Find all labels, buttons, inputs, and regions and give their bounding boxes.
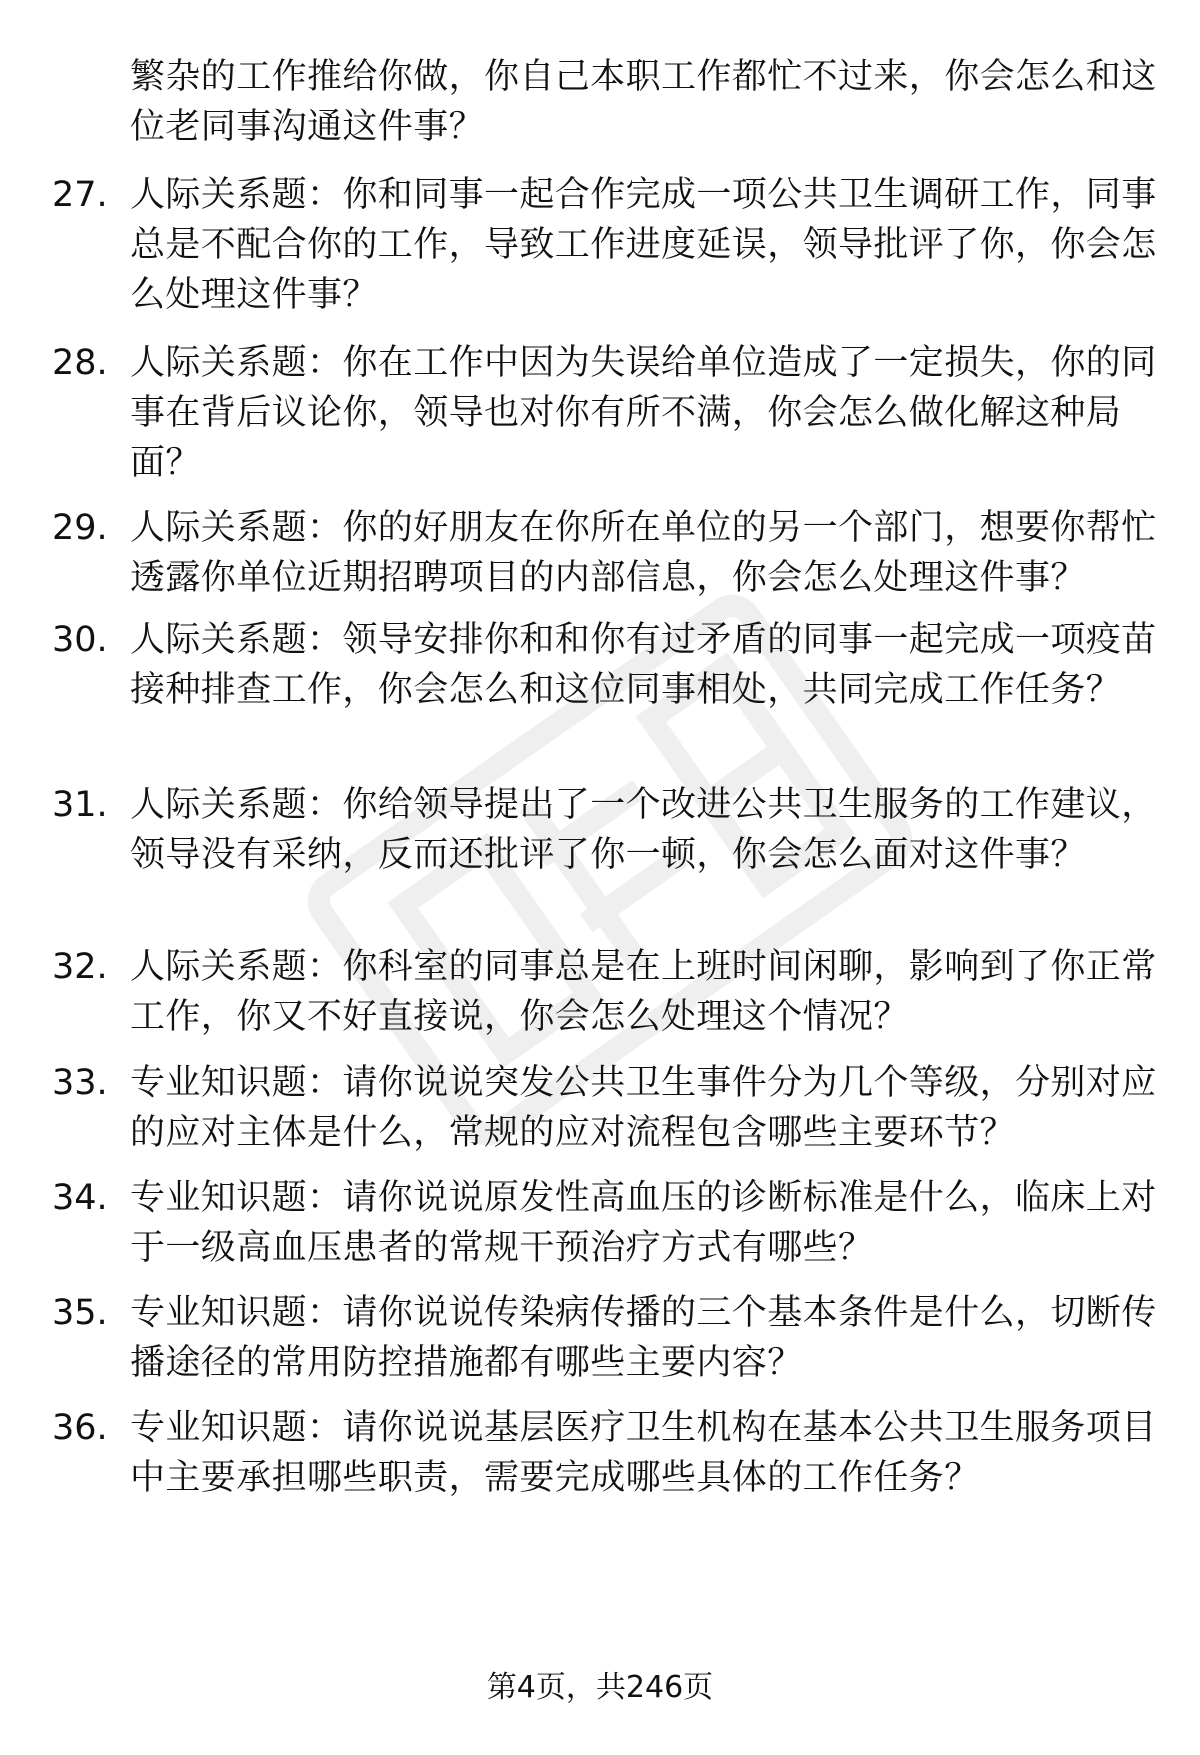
- question-number: 36.: [52, 1408, 108, 1448]
- question-text: 专业知识题：请你说说传染病传播的三个基本条件是什么，切断传播途径的常用防控措施都有哪些主要内容？: [130, 1293, 1157, 1383]
- question-text: 人际关系题：你和同事一起合作完成一项公共卫生调研工作，同事总是不配合你的工作，导致工作进度延误，领导批评了你，你会怎么处理这件事？: [130, 175, 1157, 315]
- question-text: 人际关系题：你科室的同事总是在上班时间闲聊，影响到了你正常工作，你又不好直接说，你会怎么处理这个情况？: [130, 947, 1157, 1037]
- question-number: 33.: [52, 1063, 108, 1103]
- question-text: 专业知识题：请你说说原发性高血压的诊断标准是什么，临床上对于一级高血压患者的常规干预治疗方式有哪些？: [130, 1178, 1157, 1268]
- page-number-footer: 第4页，共246页: [486, 1670, 714, 1705]
- question-text: 人际关系题：你给领导提出了一个改进公共卫生服务的工作建议，领导没有采纳，反而还批评了你一顿，你会怎么面对这件事？: [130, 785, 1157, 875]
- question-text: 繁杂的工作推给你做，你自己本职工作都忙不过来，你会怎么和这位老同事沟通这件事？: [130, 57, 1157, 147]
- question-number: 32.: [52, 947, 108, 987]
- question-number: 34.: [52, 1178, 108, 1218]
- question-text: 人际关系题：你的好朋友在你所在单位的另一个部门，想要你帮忙透露你单位近期招聘项目的内部信息，你会怎么处理这件事？: [130, 508, 1157, 598]
- question-number: 30.: [52, 620, 108, 660]
- question-number: 31.: [52, 785, 108, 825]
- question-text: 专业知识题：请你说说基层医疗卫生机构在基本公共卫生服务项目中主要承担哪些职责，需要完成哪些具体的工作任务？: [130, 1408, 1157, 1498]
- question-text: 人际关系题：领导安排你和和你有过矛盾的同事一起完成一项疫苗接种排查工作，你会怎么和这位同事相处，共同完成工作任务？: [130, 620, 1157, 710]
- question-number: 27.: [52, 175, 108, 215]
- question-number: 29.: [52, 508, 108, 548]
- question-number: 35.: [52, 1293, 108, 1333]
- question-text: 专业知识题：请你说说突发公共卫生事件分为几个等级，分别对应的应对主体是什么，常规的应对流程包含哪些主要环节？: [130, 1063, 1157, 1153]
- question-number: 28.: [52, 343, 108, 383]
- question-text: 人际关系题：你在工作中因为失误给单位造成了一定损失，你的同事在背后议论你，领导也对你有所不满，你会怎么做化解这种局面？: [130, 343, 1157, 483]
